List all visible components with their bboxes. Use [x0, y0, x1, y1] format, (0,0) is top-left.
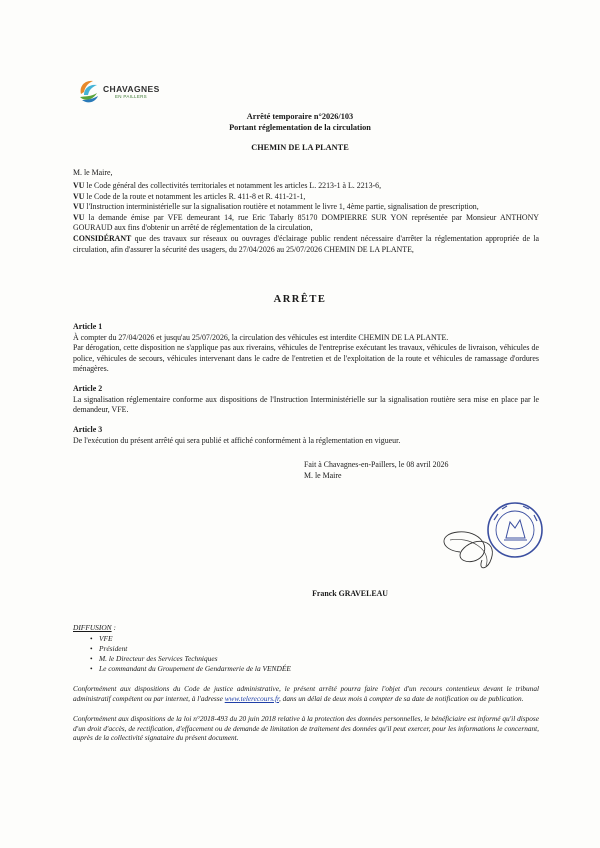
diffusion-colon: :: [111, 623, 116, 632]
vu-paragraph: [73, 192, 539, 203]
article-title: Article 2: [73, 384, 103, 393]
diffusion-block: [73, 623, 291, 674]
article-title: Article 1: [73, 322, 103, 331]
diffusion-title: DIFFUSION: [73, 623, 112, 632]
considerant-keyword: CONSIDÉRANT: [73, 233, 132, 243]
telerecours-link[interactable]: www.telerecours.fr: [224, 693, 280, 703]
signer-name: Franck GRAVELEAU: [312, 589, 388, 598]
arrete-subject: Portant réglementation de la circulation: [229, 123, 371, 132]
mayor-stamp-signature: [430, 500, 560, 572]
maire-role: M. le Maire: [304, 470, 342, 480]
vu-paragraph: [73, 181, 539, 192]
chavagnes-logo: [75, 76, 175, 110]
vu-paragraph: [73, 213, 539, 234]
considerant-paragraph: [73, 234, 539, 255]
list-item: • M. le Directeur des Services Techniques: [73, 654, 291, 664]
arrete-number: Arrêté temporaire n°2026/103: [246, 112, 354, 121]
maire-intro: M. le Maire,: [73, 168, 113, 177]
vu-keyword: VU: [73, 181, 85, 190]
vu-paragraph: [73, 202, 539, 213]
vu-keyword: VU: [73, 202, 85, 212]
legal-recours: [73, 684, 539, 703]
vu-text: l'Instruction interministérielle sur la signalisation routière et notamment le livre 1, 4ème partie, signalisation de prescription,: [84, 202, 479, 212]
list-item: • Président: [73, 644, 291, 654]
vu-text: le Code de la route et notamment les articles R. 411-8 et R. 411-21-1,: [84, 191, 306, 201]
article-3: [73, 425, 539, 446]
road-name: CHEMIN DE LA PLANTE: [251, 143, 349, 152]
logo-subtitle: EN PAILLERS: [115, 94, 147, 99]
vu-text: le Code général des collectivités territoriales et notamment les articles L. 2213-1 à L. 2213-6,: [84, 181, 382, 190]
vu-keyword: VU: [73, 212, 85, 222]
article-text: Par dérogation, cette disposition ne s'applique pas aux riverains, véhicules de l'entreprise exécutant les travaux, véhicules de livraison, véhicules de police, véhicules de secours, véhicules intervenant dans le cadre de l'entretien et de l'exploitation de la route et véhicules de ramassage d'ordures ménagères.: [73, 343, 539, 374]
list-item: • VFE: [73, 634, 291, 644]
diffusion-heading: [73, 623, 291, 633]
fait-text: Fait à Chavagnes-en-Paillers, le 08 avril 2026: [304, 460, 449, 469]
logo-name: CHAVAGNES: [103, 84, 160, 94]
chavagnes-logo-icon: [75, 76, 103, 106]
legal-text: , dans un délai de deux mois à compter de sa date de notification ou de publication.: [279, 693, 524, 703]
article-1: [73, 322, 539, 375]
diffusion-list: [73, 634, 291, 674]
article-text: La signalisation réglementaire conforme aux dispositions de l'Instruction Interministérielle sur la signalisation routière sera mise en place par le demandeur, VFE.: [73, 394, 539, 415]
list-item: • Le commandant du Groupement de Gendarmerie de la VENDÉE: [73, 664, 291, 674]
signature-place-date: [304, 460, 448, 481]
vu-text: la demande émise par VFE demeurant 14, rue Eric Tabarly 85170 DOMPIERRE SUR YON représentée par Monsieur ANTHONY GOURAUD aux fins d'obtenir un arrêté de réglementation de la circulation,: [73, 212, 539, 233]
vu-keyword: VU: [73, 191, 85, 201]
legal-text: Conformément aux dispositions du Code de justice administrative, le présent arrêté pourra faire l'objet d'un recours contentieux devant le tribunal administratif compétent ou par internet, à l'adresse: [73, 684, 539, 703]
legal-rgpd: Conformément aux dispositions de la loi n°2018-493 du 20 juin 2018 relative à la protection des données personnelles, le bénéficiaire est informé qu'il dispose d'un droit d'accès, de rectification, d'effacement ou de demande de limitation de traitement des données qu'il peut exercer, pour les informations le concernant, auprès de la collectivité signataire du présent document.: [73, 714, 539, 743]
article-text: À compter du 27/04/2026 et jusqu'au 25/07/2026, la circulation des véhicules est interdite CHEMIN DE LA PLANTE.: [73, 332, 449, 342]
article-text: De l'exécution du présent arrêté qui sera publié et affiché conformément à la réglementation en vigueur.: [73, 435, 401, 445]
preamble-block: [73, 181, 539, 255]
considerant-text: que des travaux sur réseaux ou ouvrages d'éclairage public rendent nécessaire d'arrêter la réglementation appropriée de la circulation, afin d'assurer la sécurité des usagers, du 27/04/2026 au 25/07/2026 CHEMIN DE LA PLANTE,: [73, 233, 539, 254]
article-2: [73, 384, 539, 416]
arrete-heading: ARRÊTE: [273, 294, 327, 305]
article-title: Article 3: [73, 425, 103, 434]
